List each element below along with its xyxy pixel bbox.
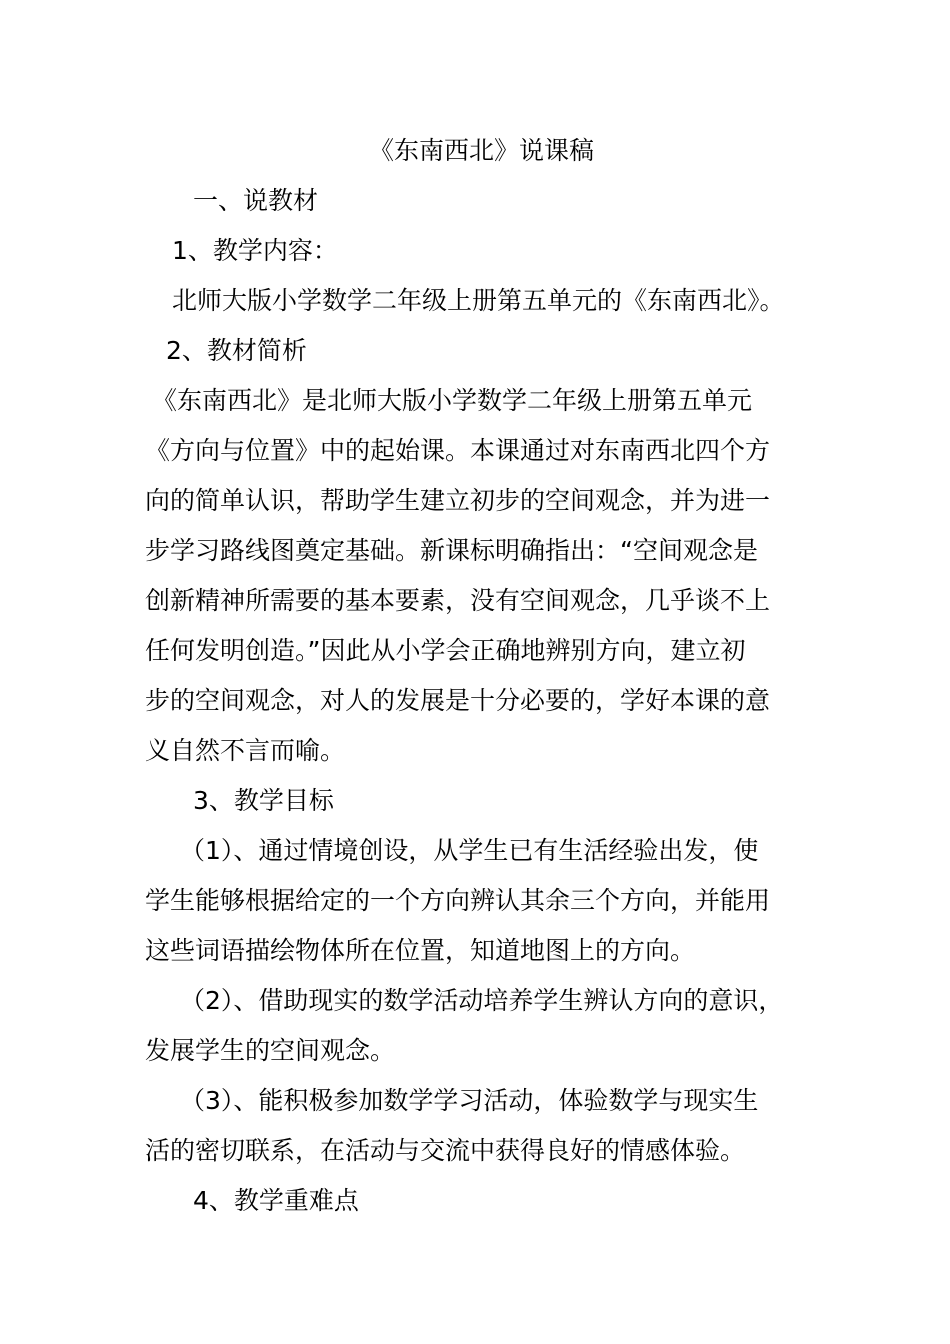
paragraph-line: 创新精神所需要的基本要素，没有空间观念，几乎谈不上 — [145, 586, 771, 615]
paragraph-line: 学生能够根据给定的一个方向辨认其余三个方向，并能用 — [145, 886, 771, 915]
paragraph-line: 发展学生的空间观念。 — [145, 1036, 396, 1065]
subheading-textbook-analysis: 2、教材简析 — [166, 336, 307, 365]
subheading-teaching-content: 1、教学内容： — [172, 236, 338, 265]
paragraph-line: 任何发明创造。”因此从小学会正确地辨别方向，建立初 — [145, 636, 746, 665]
document-title: 《东南西北》说课稿 — [369, 136, 595, 165]
subheading-key-points: 4、教学重难点 — [193, 1186, 359, 1215]
paragraph-line: 步的空间观念，对人的发展是十分必要的，学好本课的意 — [145, 686, 771, 715]
paragraph-line: （2）、借助现实的数学活动培养学生辨认方向的意识， — [180, 986, 784, 1015]
paragraph-line: 这些词语描绘物体所在位置，知道地图上的方向。 — [145, 936, 696, 965]
paragraph-line: 义自然不言而喻。 — [145, 736, 346, 765]
paragraph-line: 步学习路线图奠定基础。新课标明确指出：“空间观念是 — [145, 536, 758, 565]
paragraph-line: 向的简单认识，帮助学生建立初步的空间观念，并为进一 — [145, 486, 771, 515]
paragraph-line: 《方向与位置》中的起始课。本课通过对东南西北四个方 — [145, 436, 771, 465]
paragraph-line: 活的密切联系，在活动与交流中获得良好的情感体验。 — [145, 1136, 746, 1165]
paragraph-line: 北师大版小学数学二年级上册第五单元的《东南西北》。 — [172, 286, 785, 315]
paragraph-line: （3）、能积极参加数学学习活动，体验数学与现实生 — [180, 1086, 759, 1115]
subheading-teaching-goals: 3、教学目标 — [193, 786, 334, 815]
paragraph-line: （1）、通过情境创设，从学生已有生活经验出发，使 — [180, 836, 759, 865]
section-heading-textbook: 一、说教材 — [193, 186, 319, 215]
paragraph-line: 《东南西北》是北师大版小学数学二年级上册第五单元 — [152, 386, 753, 415]
